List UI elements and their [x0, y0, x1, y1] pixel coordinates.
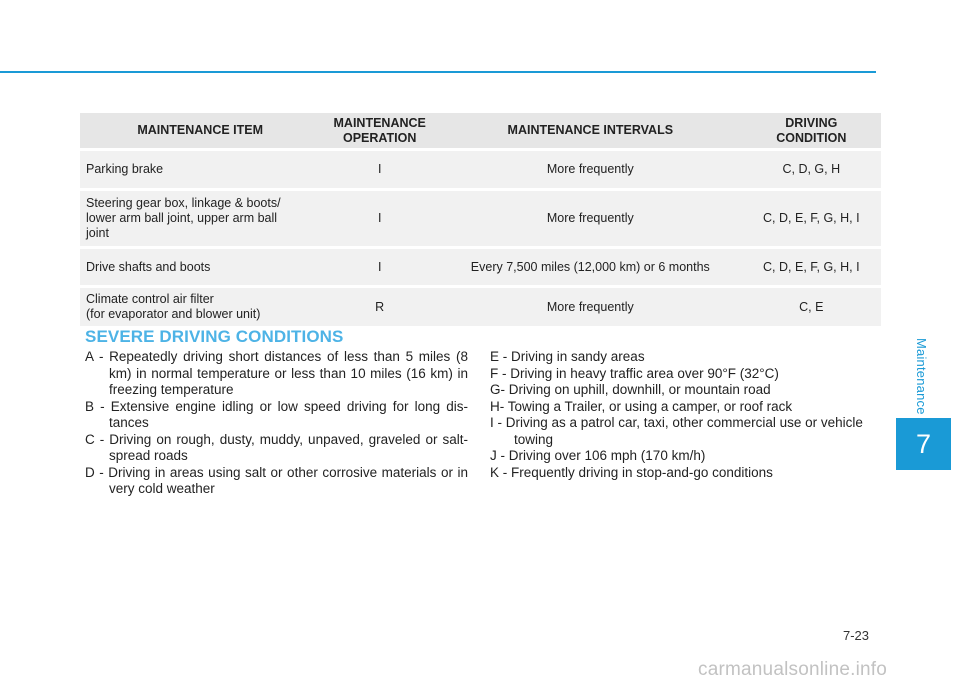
header-maintenance-intervals: MAINTENANCE INTERVALS [439, 113, 742, 148]
cell-operation: I [320, 148, 439, 188]
list-item: I - Driving as a patrol car, taxi, other commercial use or vehicle towing [490, 415, 863, 447]
list-item: G- Driving on uphill, downhill, or mountain road [490, 382, 771, 397]
cell-interval: More frequently [439, 188, 742, 246]
table-header-row [80, 113, 881, 148]
severe-conditions-list-right [490, 349, 878, 481]
cell-condition: C, D, E, F, G, H, I [742, 246, 881, 285]
cell-condition: C, E [742, 285, 881, 326]
maintenance-table [80, 113, 881, 326]
header-maintenance-item: MAINTENANCE ITEM [80, 113, 320, 148]
cell-item: Steering gear box, linkage & boots/ lower arm ball joint, upper arm ball joint [80, 188, 320, 246]
page-number: 7-23 [843, 628, 870, 643]
header-maintenance-operation: MAINTENANCE OPERATION [320, 113, 439, 148]
chapter-label: Maintenance [914, 338, 929, 415]
cell-operation: I [320, 246, 439, 285]
cell-condition: C, D, G, H [742, 148, 881, 188]
cell-interval: Every 7,500 miles (12,000 km) or 6 months [439, 246, 742, 285]
cell-item: Climate control air filter (for evaporator and blower unit) [80, 285, 320, 326]
list-item: A - Repeatedly driving short distances of less than 5 miles (8 km) in normal temperature or less than 10 miles (16 km) in freezing temperature [85, 349, 468, 397]
chapter-number: 7 [896, 418, 951, 470]
list-item: E - Driving in sandy areas [490, 349, 645, 364]
severe-conditions-heading: SEVERE DRIVING CONDITIONS [85, 327, 344, 346]
cell-item: Drive shafts and boots [80, 246, 320, 285]
cell-operation: I [320, 188, 439, 246]
cell-condition: C, D, E, F, G, H, I [742, 188, 881, 246]
table-row [80, 246, 881, 285]
list-item: H- Towing a Trailer, or using a camper, or roof rack [490, 398, 793, 414]
list-item: J - Driving over 106 mph (170 km/h) [490, 448, 706, 463]
table-row [80, 148, 881, 188]
list-item: C - Driving on rough, dusty, muddy, unpaved, graveled or salt-spread roads [85, 431, 468, 463]
list-item: B - Extensive engine idling or low speed driving for long dis-tances [85, 398, 468, 430]
table-row [80, 285, 881, 326]
severe-conditions-list-left [85, 349, 468, 498]
watermark-text: carmanualsonline.info [698, 659, 888, 680]
list-item: D - Driving in areas using salt or other corrosive materials or in very cold weather [85, 464, 468, 496]
cell-operation: R [320, 285, 439, 326]
table-row [80, 188, 881, 246]
header-driving-condition: DRIVING CONDITION [742, 113, 881, 148]
header-rule [0, 71, 876, 73]
cell-interval: More frequently [439, 285, 742, 326]
list-item: F - Driving in heavy traffic area over 90°F (32°C) [490, 365, 779, 381]
list-item: K - Frequently driving in stop-and-go conditions [490, 464, 773, 480]
cell-interval: More frequently [439, 148, 742, 188]
cell-item: Parking brake [80, 148, 320, 188]
